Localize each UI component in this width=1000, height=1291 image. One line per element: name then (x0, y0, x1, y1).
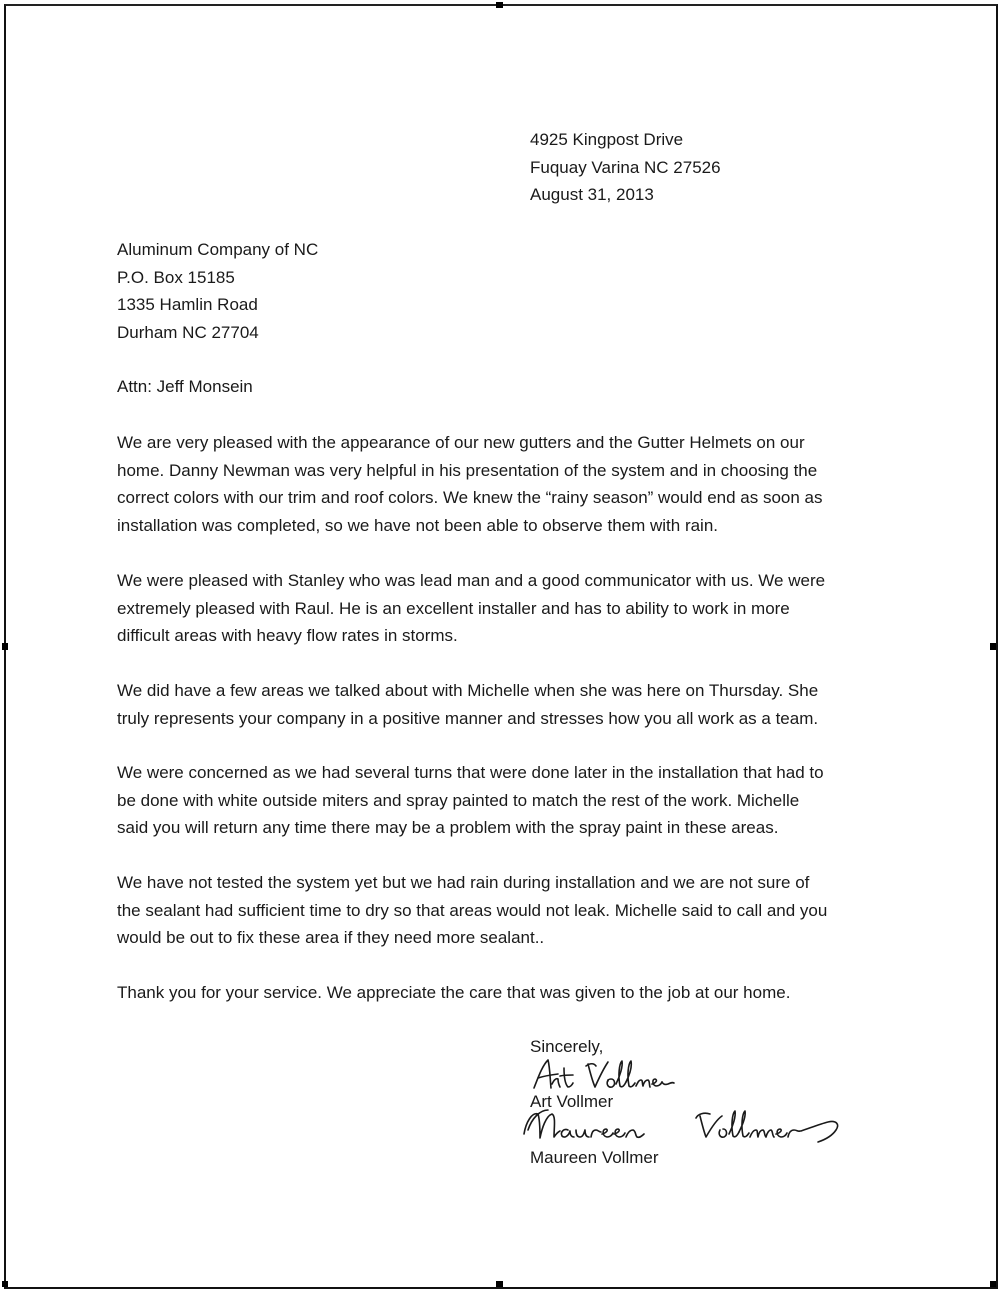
body-paragraph-6 (117, 979, 897, 1007)
closing: Sincerely, (530, 1037, 604, 1056)
registration-mark (2, 643, 8, 650)
paragraph-line: We have not tested the system yet but we had rain during installation and we are not sure of (117, 873, 810, 892)
sender-street: 4925 Kingpost Drive (530, 130, 684, 149)
paragraph-line: correct colors with our trim and roof colors. We knew the “rainy season” would end as soon as (117, 488, 823, 507)
registration-mark (496, 1281, 503, 1287)
paragraph-line: We are very pleased with the appearance of our new gutters and the Gutter Helmets on our (117, 433, 805, 452)
body-paragraph-4 (117, 759, 897, 842)
maureen-vollmer-signature (518, 1104, 858, 1148)
art-printed-name: Art Vollmer (530, 1092, 614, 1111)
paragraph-line: difficult areas with heavy flow rates in storms. (117, 626, 458, 645)
recipient-street: 1335 Hamlin Road (117, 295, 258, 314)
registration-mark (496, 2, 503, 8)
sender-city-state-zip: Fuquay Varina NC 27526 (530, 157, 721, 177)
paragraph-line: extremely pleased with Raul. He is an excellent installer and has to ability to work in more (117, 598, 790, 618)
letter-date: August 31, 2013 (530, 185, 654, 204)
body-paragraph-3 (117, 677, 897, 732)
paragraph-line: We were concerned as we had several turns that were done later in the installation that had to (117, 763, 824, 782)
registration-mark (2, 1281, 8, 1287)
registration-mark (990, 1281, 996, 1287)
body-paragraph-1 (117, 429, 897, 539)
paragraph-line: said you will return any time there may be a problem with the spray paint in these areas. (117, 818, 779, 837)
recipient-company: Aluminum Company of NC (117, 240, 319, 259)
paragraph-line: home. Danny Newman was very helpful in his presentation of the system and in choosing the (117, 460, 818, 480)
paragraph-line: truly represents your company in a positive manner and stresses how you all work as a team. (117, 708, 819, 728)
body-paragraph-2 (117, 567, 897, 650)
paragraph-line: We were pleased with Stanley who was lead man and a good communicator with us. We were (117, 571, 826, 590)
recipient-city-state-zip: Durham NC 27704 (117, 322, 259, 342)
art-vollmer-signature (528, 1054, 688, 1094)
body-paragraph-5 (117, 869, 897, 952)
paragraph-line: Thank you for your service. We appreciate the care that was given to the job at our home. (117, 983, 791, 1002)
paragraph-line: the sealant had sufficient time to dry so that areas would not leak. Michelle said to call and you (117, 900, 828, 920)
sender-address (530, 126, 721, 209)
paragraph-line: would be out to fix these area if they need more sealant.. (117, 928, 545, 947)
registration-mark (990, 643, 996, 650)
recipient-po-box: P.O. Box 15185 (117, 267, 235, 287)
maureen-printed-name: Maureen Vollmer (530, 1148, 659, 1167)
paragraph-line: be done with white outside miters and spray painted to match the rest of the work. Michelle (117, 790, 800, 810)
attention-line: Attn: Jeff Monsein (117, 377, 253, 396)
paragraph-line: We did have a few areas we talked about with Michelle when she was here on Thursday. She (117, 681, 819, 700)
paragraph-line: installation was completed, so we have not been able to observe them with rain. (117, 515, 719, 535)
recipient-address (117, 236, 318, 346)
